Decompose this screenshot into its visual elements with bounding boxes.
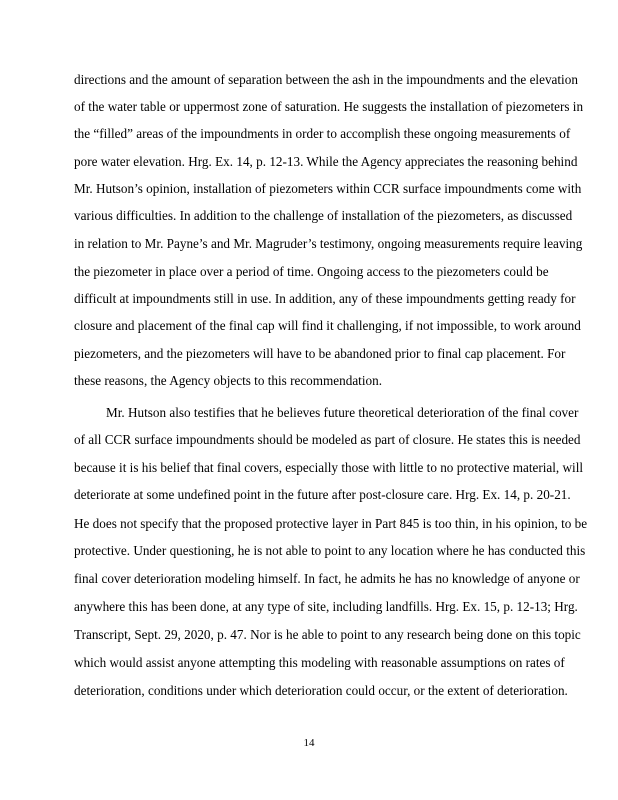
- text-line: Transcript, Sept. 29, 2020, p. 47. Nor is he able to point to any research being done on this topic: [74, 627, 581, 642]
- text-line: various difficulties. In addition to the challenge of installation of the piezometers, as discussed: [74, 208, 573, 223]
- text-line: which would assist anyone attempting this modeling with reasonable assumptions on rates of: [74, 655, 565, 670]
- text-line: pore water elevation. Hrg. Ex. 14, p. 12-13. While the Agency appreciates the reasoning behind: [74, 154, 578, 169]
- text-line: final cover deterioration modeling himself. In fact, he admits he has no knowledge of anyone or: [74, 571, 580, 586]
- text-line: of the water table or uppermost zone of saturation. He suggests the installation of piezometers in: [74, 99, 584, 114]
- page-number: 14: [303, 737, 315, 749]
- text-line: piezometers, and the piezometers will have to be abandoned prior to final cap placement. For: [74, 346, 566, 361]
- text-line: these reasons, the Agency objects to this recommendation.: [74, 373, 382, 388]
- text-line: protective. Under questioning, he is not able to point to any location where he has conducted this: [74, 543, 586, 558]
- text-line: deteriorate at some undefined point in the future after post-closure care. Hrg. Ex. 14, p. 20-21.: [74, 487, 571, 502]
- text-line: Mr. Hutson’s opinion, installation of piezometers within CCR surface impoundments come with: [74, 181, 582, 196]
- text-line: difficult at impoundments still in use. In addition, any of these impoundments getting ready for: [74, 291, 576, 306]
- text-line: He does not specify that the proposed protective layer in Part 845 is too thin, in his opinion, to be: [74, 516, 588, 531]
- text-line: directions and the amount of separation between the ash in the impoundments and the elevation: [74, 72, 578, 87]
- text-line: the “filled” areas of the impoundments in order to accomplish these ongoing measurements of: [74, 126, 571, 141]
- text-line: of all CCR surface impoundments should be modeled as part of closure. He states this is needed: [74, 432, 581, 447]
- text-line: in relation to Mr. Payne’s and Mr. Magruder’s testimony, ongoing measurements require leaving: [74, 236, 583, 251]
- text-line: anywhere this has been done, at any type of site, including landfills. Hrg. Ex. 15, p. 12-13; Hrg.: [74, 599, 578, 614]
- text-line: deterioration, conditions under which deterioration could occur, or the extent of deterioration.: [74, 683, 568, 698]
- text-line: the piezometer in place over a period of time. Ongoing access to the piezometers could be: [74, 264, 549, 279]
- text-line: closure and placement of the final cap will find it challenging, if not impossible, to work around: [74, 318, 581, 333]
- text-line: because it is his belief that final covers, especially those with little to no protective material, will: [74, 460, 584, 475]
- paragraph-first-line: Mr. Hutson also testifies that he believes future theoretical deterioration of the final cover: [106, 405, 579, 420]
